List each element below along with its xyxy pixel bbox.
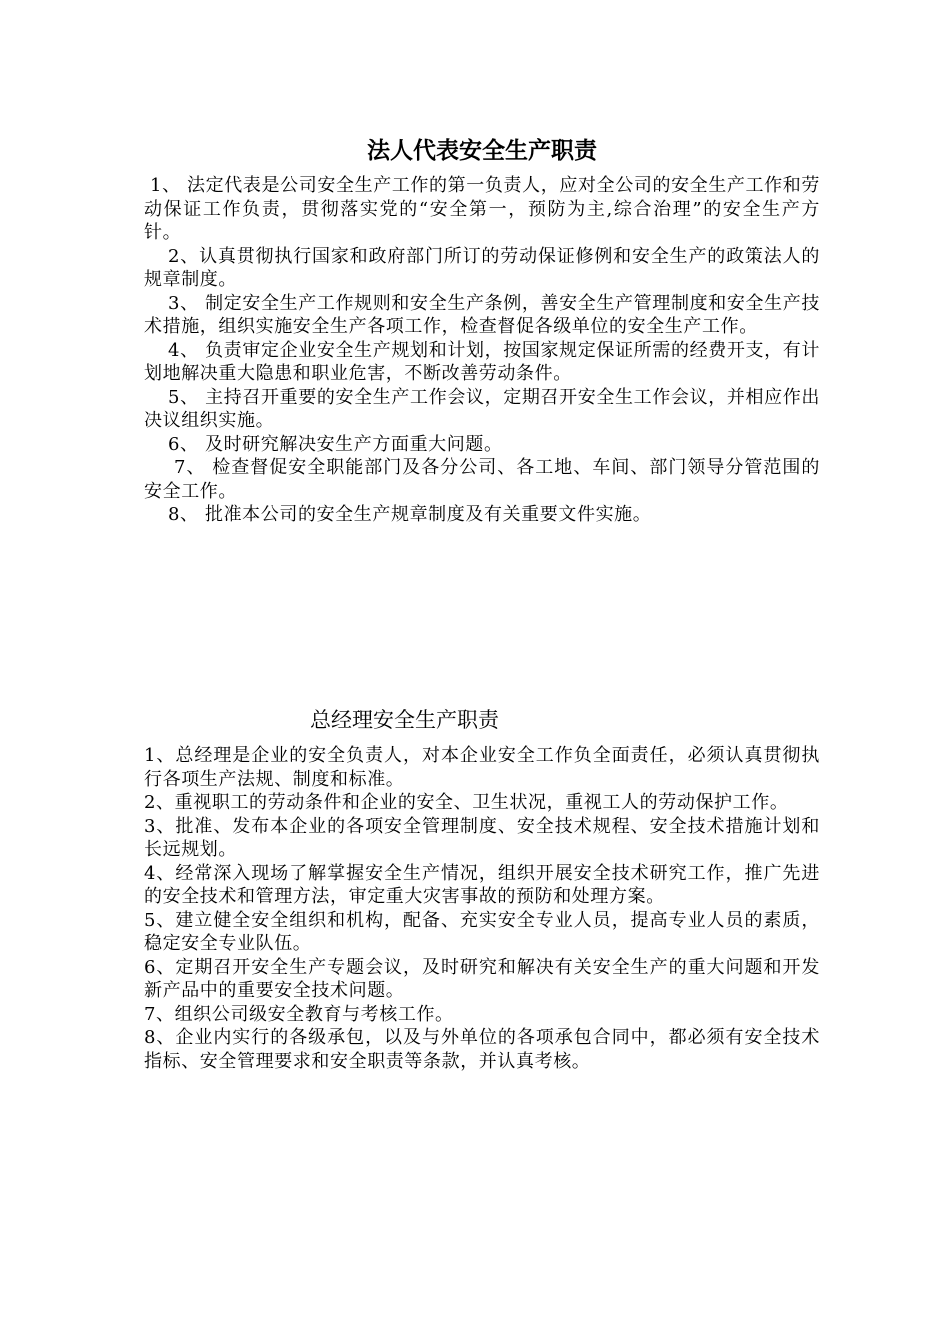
section-1-item-3: 3、 制定安全生产工作规则和安全生产条例，善安全生产管理制度和安全生产技术措施，组织实施安全生产各项工作，检查督促各级单位的安全生产工作。 bbox=[144, 292, 820, 337]
section-1-item-5: 5、 主持召开重要的安全生产工作会议，定期召开安全生工作会议，并相应作出决议组织实施。 bbox=[144, 386, 820, 431]
section-2-item-8: 8、企业内实行的各级承包，以及与外单位的各项承包合同中，都必须有安全技术指标、安全管理要求和安全职责等条款，并认真考核。 bbox=[144, 1027, 820, 1072]
section-2-item-2: 2、重视职工的劳动条件和企业的安全、卫生状况，重视工人的劳动保护工作。 bbox=[144, 792, 789, 813]
section-2-item-5: 5、建立健全安全组织和机构，配备、充实安全专业人员，提高专业人员的素质，稳定安全专业队伍。 bbox=[144, 909, 820, 954]
section-1-list bbox=[144, 174, 820, 527]
section-2-item-1: 1、总经理是企业的安全负责人，对本企业安全工作负全面责任，必须认真贯彻执行各项生产法规、制度和标准。 bbox=[144, 745, 820, 790]
section-2-item-7: 7、组织公司级安全教育与考核工作。 bbox=[144, 1003, 454, 1025]
section-2-item-6: 6、定期召开安全生产专题会议，及时研究和解决有关安全生产的重大问题和开发新产品中的重要安全技术问题。 bbox=[144, 956, 820, 1001]
section-1-item-6: 6、 及时研究解决安生产方面重大问题。 bbox=[168, 433, 503, 455]
legal-representative-section bbox=[144, 136, 820, 527]
section-1-title: 法人代表安全生产职责 bbox=[367, 137, 597, 164]
section-1-item-7: 7、 检查督促安全职能部门及各分公司、各工地、车间、部门领导分管范围的安全工作。 bbox=[144, 457, 820, 502]
section-1-item-8: 8、 批准本公司的安全生产规章制度及有关重要文件实施。 bbox=[168, 504, 652, 525]
general-manager-section bbox=[144, 706, 820, 1073]
section-1-item-4: 4、 负责审定企业安全生产规划和计划，按国家规定保证所需的经费开支，有计划地解决重大隐患和职业危害，不断改善劳动条件。 bbox=[144, 339, 820, 384]
section-2-list bbox=[144, 744, 820, 1073]
section-1-item-2: 2、认真贯彻执行国家和政府部门所订的劳动保证修例和安全生产的政策法人的规章制度。 bbox=[144, 245, 820, 290]
section-2-title: 总经理安全生产职责 bbox=[310, 708, 499, 732]
section-1-item-1: 1、 法定代表是公司安全生产工作的第一负责人，应对全公司的安全生产工作和劳动保证工作负责，贯彻落实党的“安全第一，预防为主,综合治理”的安全生产方针。 bbox=[144, 175, 820, 243]
section-2-item-4: 4、经常深入现场了解掌握安全生产情况，组织开展安全技术研究工作，推广先进的安全技术和管理方法，审定重大灾害事故的预防和处理方案。 bbox=[144, 862, 820, 907]
section-2-item-3: 3、批准、发布本企业的各项安全管理制度、安全技术规程、安全技术措施计划和长远规划。 bbox=[144, 815, 820, 860]
